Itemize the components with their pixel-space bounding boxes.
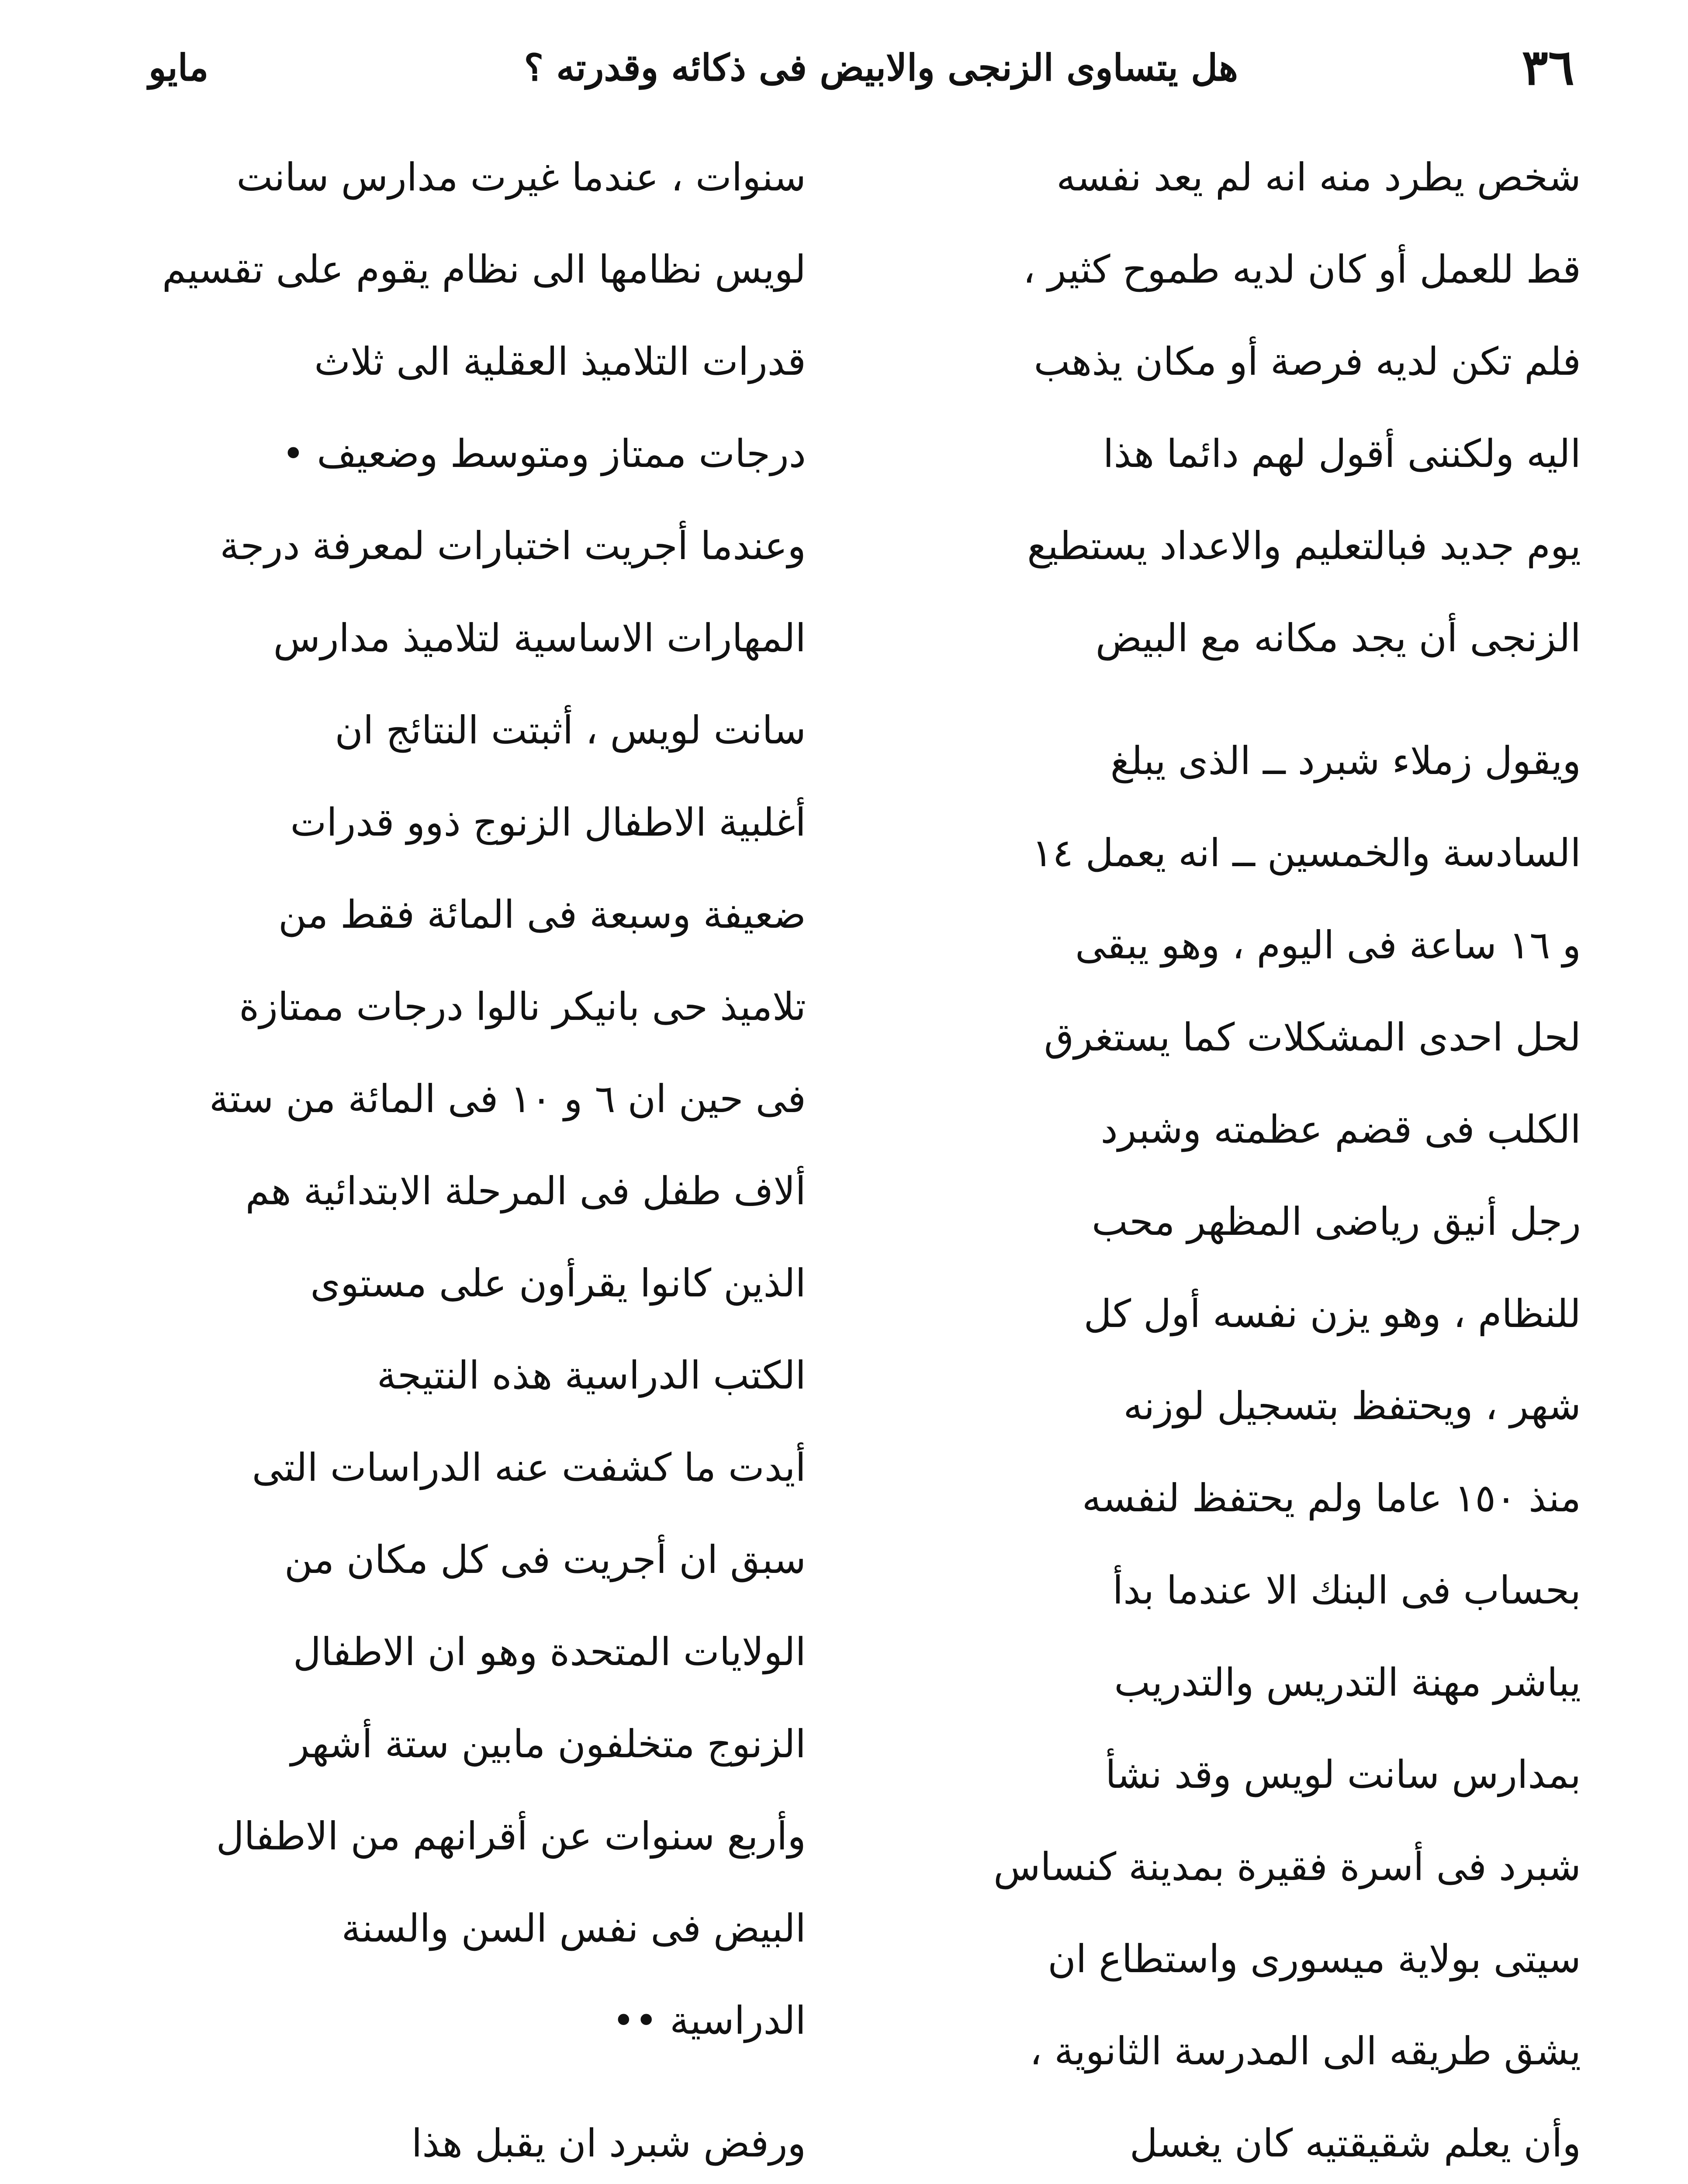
paragraph: سنوات ، عندما غيرت مدارس سانت لويس نظامها الى نظام يقوم على تقسيم قدرات التلاميذ العقلية الى ثلاث درجات ممتاز ومتوسط وضعيف • وعندما أجريت اختبارات لمعرفة درجة المهارات الاساسية لتلاميذ مدارس سانت لويس ، أثبتت النتائج ان أغلبية الاطفال الزنوج ذوو قدرات ضعيفة وسبعة فى المائة فقط من تلاميذ حى بانيكر نالوا درجات ممتازة فى حين ان ٦ و ١٠ فى المائة من ستة ألاف طفل فى المرحلة الابتدائية هم الذين كانوا يقرأون على مستوى الكتب الدراسية هذه النتيجة أيدت ما كشفت عنه الدراسات التى سبق ان أجريت فى كل مكان من الولايات المتحدة وهو ان الاطفال الزنوج متخلفون مابين ستة أشهر وأربع سنوات عن أقرانهم من الاطفال البيض فى نفس السن والسنة الدراسية •• bbox=[162, 155, 806, 2043]
running-title: هل يتساوى الزنجى والابيض فى ذكائه وقدرته ؟ bbox=[524, 46, 1238, 89]
issue-month: مايو bbox=[149, 46, 209, 89]
right-column bbox=[873, 131, 1581, 2184]
paragraph: ويقول زملاء شبرد ــ الذى يبلغ السادسة والخمسين ــ انه يعمل ١٤ و ١٦ ساعة فى اليوم ، وهو يبقى لحل احدى المشكلات كما يستغرق الكلب فى قضم عظمته وشبرد رجل أنيق رياضى المظهر محب للنظام ، وهو يزن نفسه أول كل شهر ، ويحتفظ بتسجيل لوزنه منذ ١٥٠ عاما ولم يحتفظ لنفسه بحساب فى البنك الا عندما بدأ يباشر مهنة التدريس والتدريب بمدارس سانت لويس وقد نشأ شبرد فى أسرة فقيرة بمدينة كنساس سيتى بولاية ميسورى واستطاع ان يشق طريقه الى المدرسة الثانوية ، وأن يعلم شقيقتيه كان يغسل bbox=[993, 738, 1581, 2166]
page-header bbox=[100, 26, 1588, 109]
left-column bbox=[94, 131, 806, 2184]
paragraph: ورفض شبرد ان يقبل هذا bbox=[411, 2121, 806, 2166]
page-number: ٣٦ bbox=[1522, 39, 1574, 96]
paragraph: شخص يطرد منه انه لم يعد نفسه قط للعمل أو كان لديه طموح كثير ، فلم تكن لديه فرصة أو مكان يذهب اليه ولكننى أقول لهم دائما هذا يوم جديد فبالتعليم والاعداد يستطيع الزنجى أن يجد مكانه مع البيض bbox=[1023, 155, 1581, 660]
